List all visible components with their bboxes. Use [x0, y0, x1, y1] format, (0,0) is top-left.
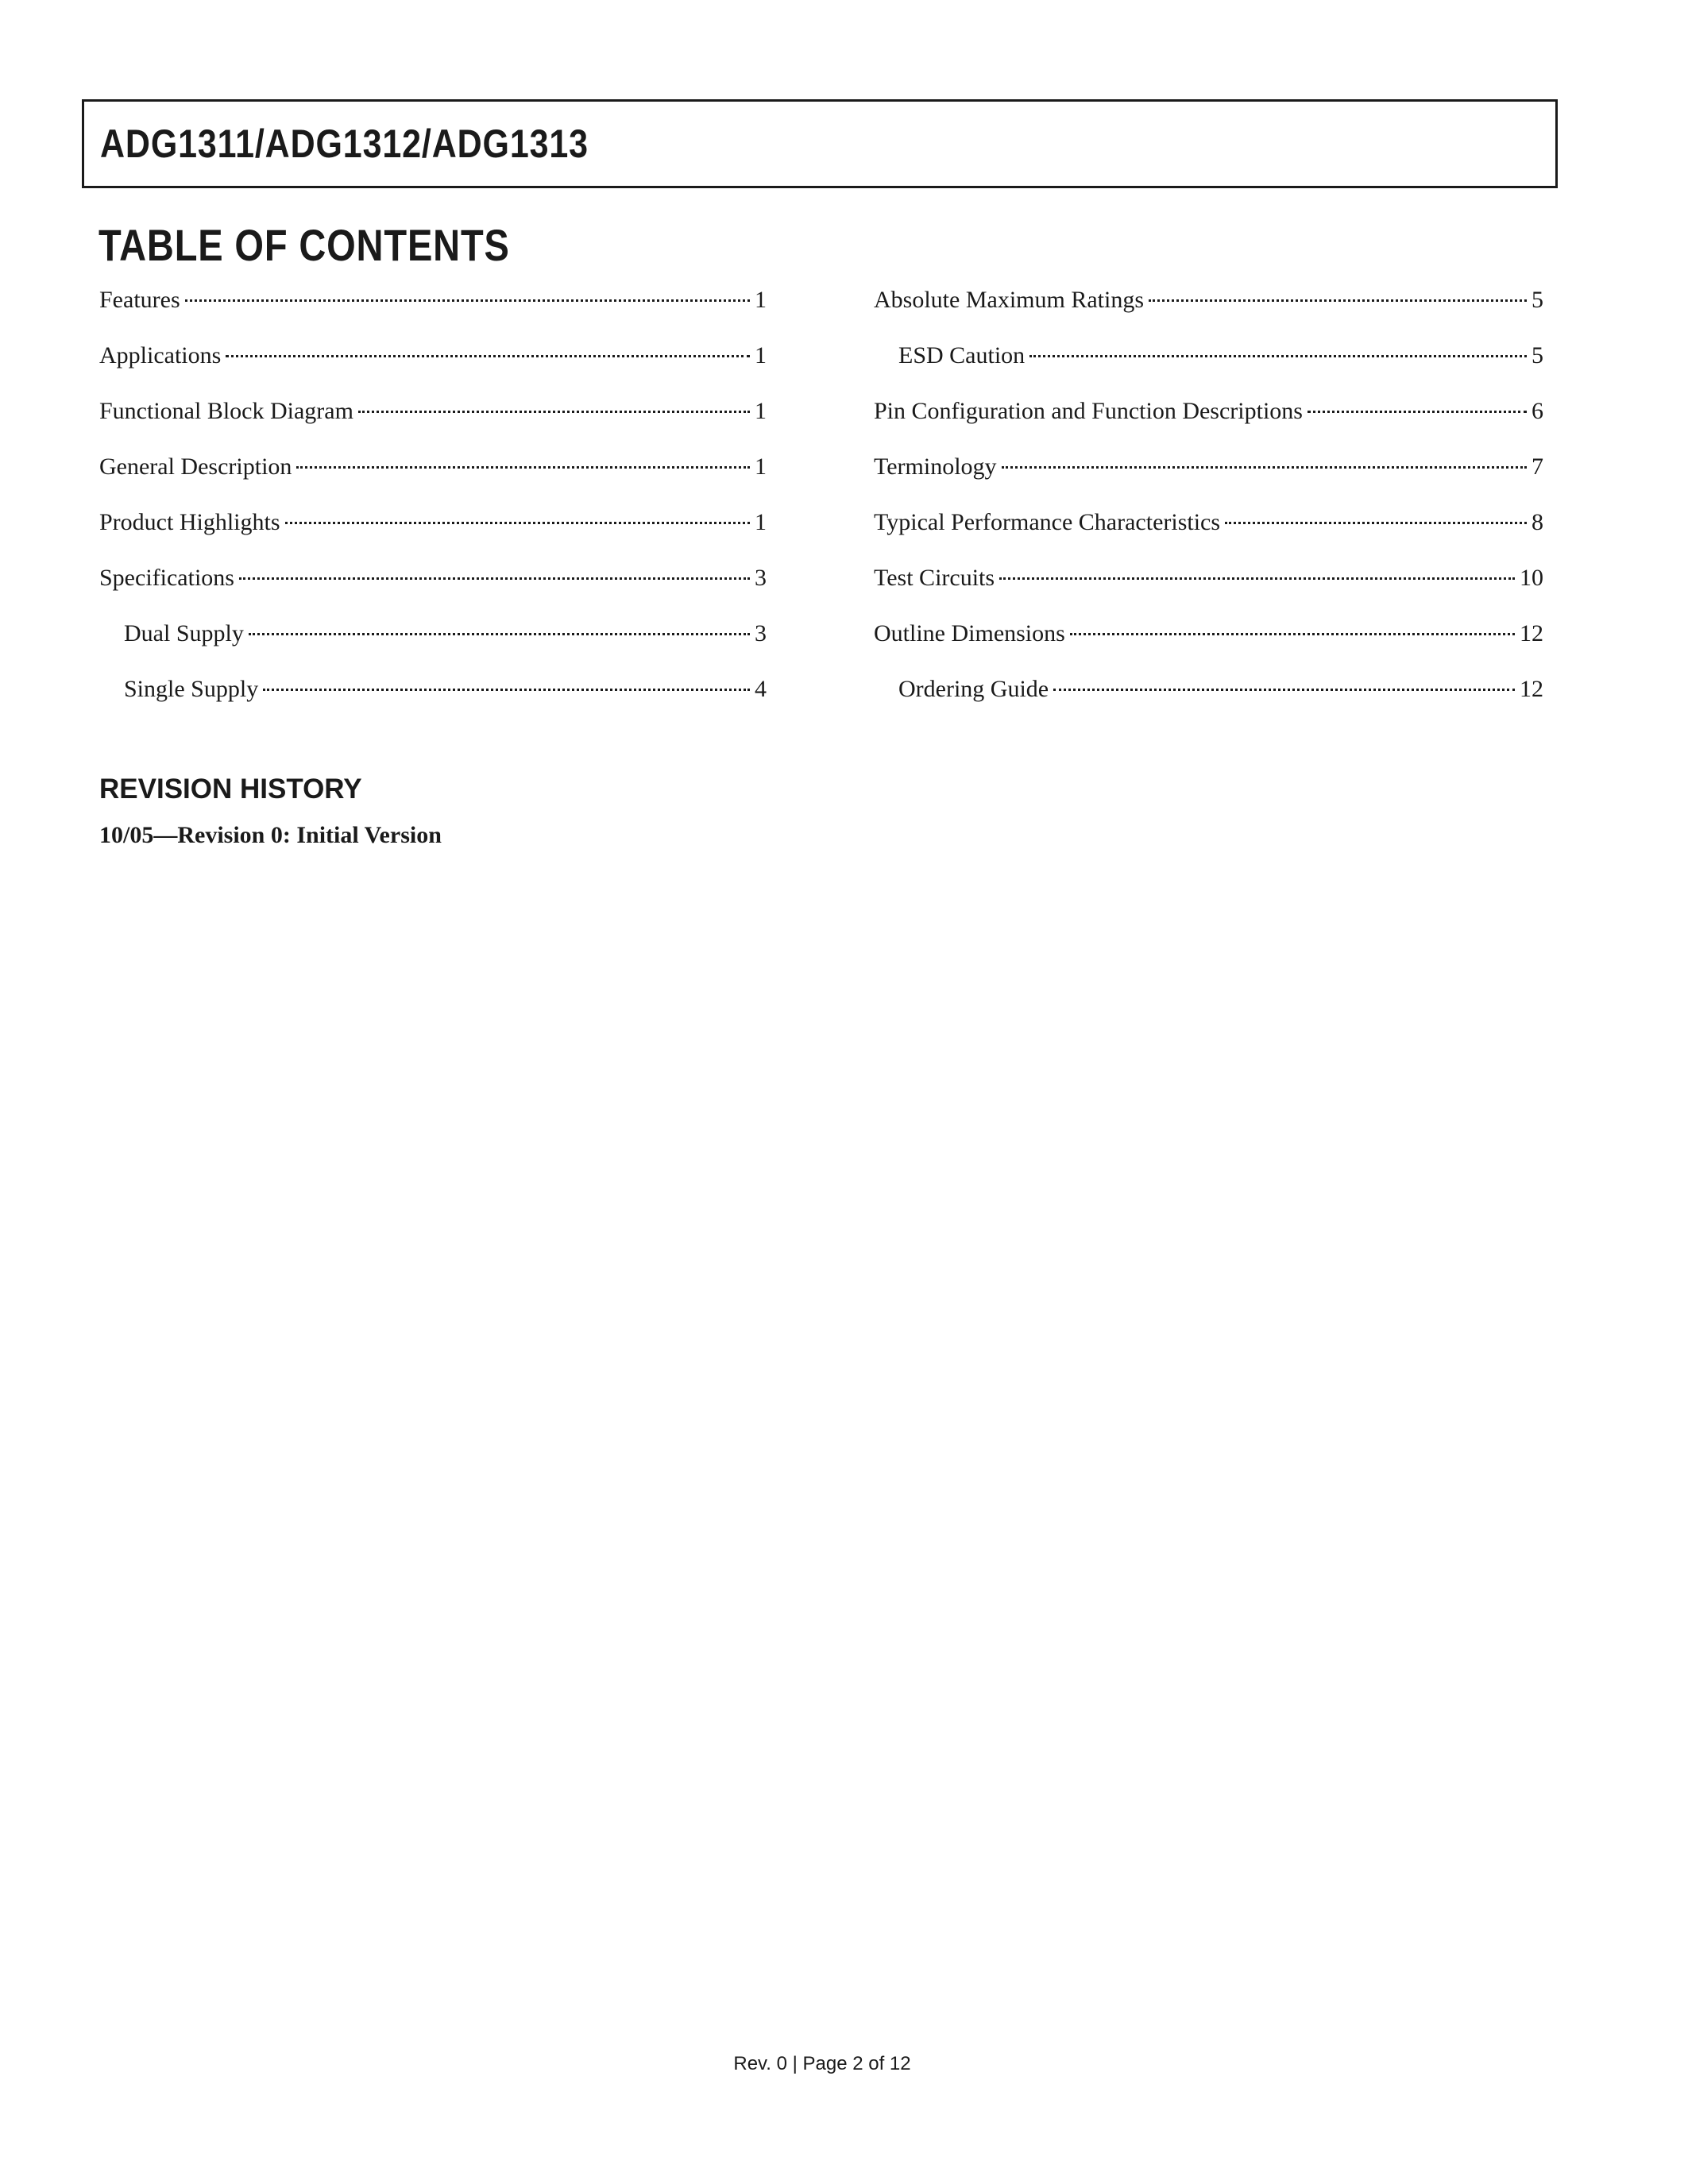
toc-leader-dots: [263, 689, 750, 691]
toc-column-left: [99, 280, 767, 725]
toc-leader-dots: [226, 355, 750, 357]
toc-entry-page: 5: [1532, 287, 1543, 313]
toc-subentry[interactable]: [874, 669, 1543, 725]
toc-entry-label: Specifications: [99, 565, 234, 591]
toc-entry-label: Applications: [99, 342, 222, 369]
toc-leader-dots: [185, 299, 750, 302]
toc-entry-label: ESD Caution: [898, 342, 1026, 369]
toc-entry-page: 1: [755, 509, 767, 535]
toc-entry[interactable]: [874, 392, 1543, 447]
toc-entry-page: 6: [1532, 398, 1543, 424]
toc-column-right: [874, 280, 1543, 725]
toc-entry-label: Functional Block Diagram: [99, 398, 353, 424]
toc-entry[interactable]: [874, 447, 1543, 503]
toc-leader-dots: [285, 522, 750, 524]
toc-leader-dots: [1053, 689, 1515, 691]
toc-entry-page: 8: [1532, 509, 1543, 535]
toc-entry[interactable]: [874, 503, 1543, 558]
toc-entry-label: Pin Configuration and Function Descriptions: [874, 398, 1303, 424]
toc-entry[interactable]: [99, 392, 767, 447]
toc-subentry[interactable]: [874, 336, 1543, 392]
toc-leader-dots: [1002, 466, 1527, 469]
toc-leader-dots: [1308, 411, 1527, 413]
toc-entry-page: 3: [755, 565, 767, 591]
toc-entry-label: General Description: [99, 453, 292, 480]
toc-leader-dots: [358, 411, 750, 413]
toc-entry[interactable]: [874, 558, 1543, 614]
toc-subentry[interactable]: [99, 669, 767, 725]
toc-entry-label: Features: [99, 287, 180, 313]
toc-leader-dots: [296, 466, 750, 469]
toc-entry-page: 12: [1520, 620, 1543, 646]
toc-entry[interactable]: [99, 503, 767, 558]
toc-entry-label: Terminology: [874, 453, 997, 480]
toc-leader-dots: [249, 633, 750, 635]
page-footer: Rev. 0 | Page 2 of 12: [733, 2053, 911, 2074]
toc-entry[interactable]: [99, 447, 767, 503]
toc-entry-page: 12: [1520, 676, 1543, 702]
toc-leader-dots: [239, 577, 750, 580]
toc-entry-label: Test Circuits: [874, 565, 995, 591]
toc-entry-page: 1: [755, 398, 767, 424]
toc-entry-page: 7: [1532, 453, 1543, 480]
toc-title: TABLE OF CONTENTS: [98, 220, 510, 270]
toc-entry-page: 1: [755, 342, 767, 369]
toc-entry-label: Dual Supply: [124, 620, 244, 646]
toc-leader-dots: [1029, 355, 1527, 357]
toc-entry-label: Absolute Maximum Ratings: [874, 287, 1144, 313]
toc-entry-page: 3: [755, 620, 767, 646]
toc-entry-label: Outline Dimensions: [874, 620, 1065, 646]
toc-entry-page: 4: [755, 676, 767, 702]
toc-entry-page: 10: [1520, 565, 1543, 591]
toc-entry[interactable]: [99, 280, 767, 336]
toc-entry[interactable]: [99, 558, 767, 614]
toc-entry-label: Product Highlights: [99, 509, 280, 535]
toc-entry[interactable]: [99, 336, 767, 392]
toc-entry-label: Ordering Guide: [898, 676, 1049, 702]
toc-leader-dots: [999, 577, 1515, 580]
revision-entry: 10/05—Revision 0: Initial Version: [99, 822, 442, 848]
toc-entry-page: 1: [755, 453, 767, 480]
toc-entry-label: Single Supply: [124, 676, 259, 702]
toc-entry[interactable]: [874, 614, 1543, 669]
part-number: ADG1311/ADG1312/ADG1313: [100, 122, 589, 166]
toc-subentry[interactable]: [99, 614, 767, 669]
toc-entry-page: 1: [755, 287, 767, 313]
revision-history-heading: REVISION HISTORY: [99, 774, 362, 805]
toc-leader-dots: [1225, 522, 1527, 524]
toc-leader-dots: [1070, 633, 1515, 635]
toc-leader-dots: [1149, 299, 1527, 302]
toc-entry[interactable]: [874, 280, 1543, 336]
toc-entry-label: Typical Performance Characteristics: [874, 509, 1221, 535]
toc-entry-page: 5: [1532, 342, 1543, 369]
header-box: [82, 99, 1558, 188]
